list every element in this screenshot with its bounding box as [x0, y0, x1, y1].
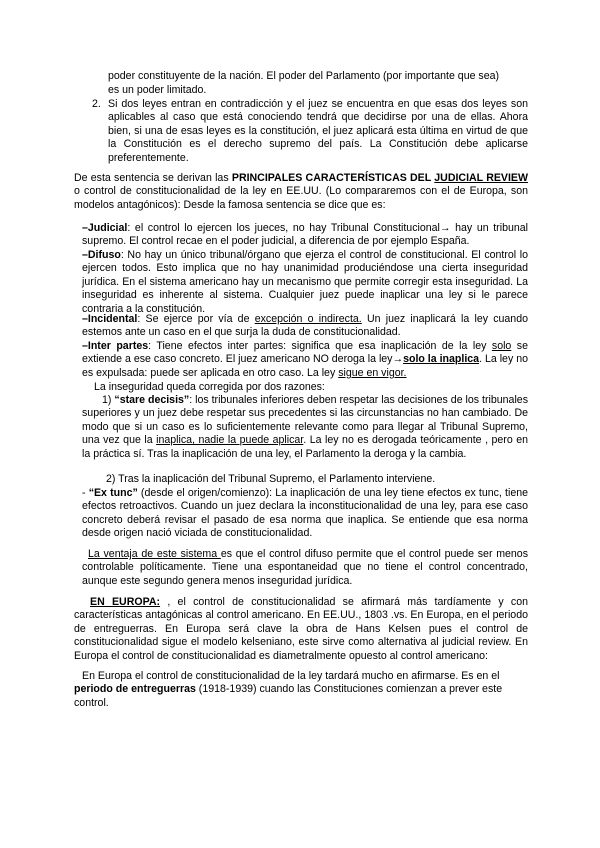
intro-line-1: poder constituyente de la nación. El poder del Parlamento (por importante que sea): [108, 70, 500, 82]
inter-partes-label: –Inter partes: [82, 340, 149, 352]
item-2-number: 2.: [92, 98, 101, 110]
ex-tunc-paragraph: [82, 487, 528, 541]
inter-partes-sigue-en-vigor: sigue en vigor.: [338, 366, 407, 379]
inseguridad-line: La inseguridad queda corregida por dos razones:: [94, 381, 325, 393]
incidental-post: Un juez inaplicará la ley cuando estemos ante un caso en el que surja la duda de constitucionalidad.: [82, 313, 528, 339]
difuso-paragraph: [82, 249, 528, 316]
ventaja-paragraph: [82, 548, 528, 588]
stare-decisis-paragraph: [82, 394, 528, 461]
judicial-paragraph: [82, 222, 528, 249]
incidental-pre: : Se ejerce por vía de: [137, 313, 255, 325]
characteristics-rest: o control de constitucionalidad de la ley en EE.UU. (Lo compararemos con el de Europa, son modelos antagónicos): Desde la famosa sentencia se dice que es:: [74, 185, 528, 211]
characteristics-bold: PRINCIPALES CARACTERÍSTICAS DEL: [231, 172, 435, 184]
europa-label: EN EUROPA:: [90, 596, 161, 608]
incidental-label: –Incidental: [82, 313, 138, 325]
stare-decisis-number: 1): [102, 394, 115, 406]
final-post: (1918-1939) cuando las Constituciones comienzan a prever este control.: [74, 683, 503, 709]
difuso-text: : No hay un único tribunal/órgano que ejerza el control de constitucional. El control lo ejercen todos. Esto implica que no hay unanimidad produciéndose una cierta inseguridad jurídica. En el sistema americano hay un mecanismo que permite corregir esta inseguridad. La inseguridad es inherente al sistema. Cualquier juez puede inaplicar una ley si le parece contraria a la constitución.: [82, 249, 528, 315]
ex-tunc-dash: -: [82, 487, 89, 499]
inter-partes-pre: : Tiene efectos inter partes: significa que esa inaplicación de la ley: [148, 340, 492, 352]
inter-partes-mid2: . La ley no es expulsada: puede ser aplicada en otro caso. La ley: [82, 353, 528, 379]
intro-line-2: es un poder limitado.: [108, 84, 207, 96]
final-pre: En Europa el control de constitucionalidad de la ley tardará mucho en afirmarse. Es en el: [82, 670, 500, 682]
europa-paragraph: [74, 596, 528, 663]
judicial-text: : el control lo ejercen los jueces, no hay Tribunal Constitucional→ hay un tribunal supremo. El control recae en el poder judicial, a diferencia de por ejemplo España.: [82, 222, 528, 248]
characteristics-lead: De esta sentencia se derivan las: [74, 172, 232, 184]
ex-tunc-label: “Ex tunc”: [88, 487, 138, 499]
inter-partes-solo-la-inaplica: solo la inaplica: [403, 353, 480, 366]
characteristics-paragraph: [74, 172, 528, 212]
ventaja-underlined: La ventaja de este sistema: [88, 548, 221, 560]
stare-decisis-label: “stare decisis”: [114, 394, 190, 406]
inter-partes-mid: se extiende a ese caso concreto. El juez americano NO deroga la ley→: [82, 340, 528, 366]
ventaja-text: es que el control difuso permite que el control puede ser menos controlable políticamente. Tiene una espontaneidad que no tiene el control concentrado, aunque este segundo genera menos inseguridad jurídica.: [82, 548, 528, 587]
judicial-label: –Judicial: [82, 222, 128, 234]
incidental-paragraph: [82, 313, 528, 340]
difuso-label: –Difuso: [82, 249, 121, 261]
incidental-underlined: excepción o indirecta.: [254, 313, 362, 325]
stare-decisis-underlined: inaplica, nadie la puede aplicar: [156, 434, 304, 447]
ex-tunc-text: (desde el origen/comienzo): La inaplicación de una ley tiene efectos ex tunc, tiene efectos retroactivos. Cuando un juez declara la inconstitucionalidad de una ley, para ese caso concreto deberá revisar el pasado de esa norma que inaplica. Se entiende que esa norma desde origen nació viciada de constitucionalidad.: [82, 487, 529, 540]
stare-decisis-pre: : los tribunales inferiores deben respetar las decisiones de los tribunales superiores y un juez debe respetar sus precedentes si las circunstancias no han cambiado. De modo que si un caso es lo suficientemente relevante como para llegar al Tribunal Supremo, una vez que la: [82, 394, 528, 447]
stare-decisis-post: . La ley no es derogada teóricamente , pero en la práctica sí. Tras la inaplicación de una ley, el Parlamento la deroga y la cambia.: [82, 434, 529, 460]
final-paragraph: [74, 670, 528, 710]
final-bold: periodo de entreguerras: [74, 683, 196, 696]
judicial-review-term: JUDICIAL REVIEW: [434, 172, 528, 184]
inter-partes-solo: solo: [491, 340, 512, 352]
europa-text: , el control de constitucionalidad se afirmará más tardíamente y con características antagónicas al control americano. En EE.UU., 1803 .vs. En Europa, en el periodo de entreguerras. En Europa será clave la obra de Hans Kelsen pues el control de constitucionalidad sigue el modelo kelseniano, este sirve como alternativa al judicial review. En Europa el control de constitucionalidad es diametralmente opuesto al control americano:: [74, 596, 528, 662]
inter-partes-paragraph: [82, 340, 528, 380]
tras-line: 2) Tras la inaplicación del Tribunal Supremo, el Parlamento interviene.: [106, 473, 436, 485]
item-2-text: Si dos leyes entran en contradicción y el juez se encuentra en que esas dos leyes son aplicables al caso que está conociendo tendrá que decidirse por una de ellas. Ahora bien, si una de esas leyes es la constitución, el juez aplicará esta última en virtud de que la Constitución es el derecho supremo del país. La Constitución debe aplicarse preferentemente.: [108, 98, 528, 164]
